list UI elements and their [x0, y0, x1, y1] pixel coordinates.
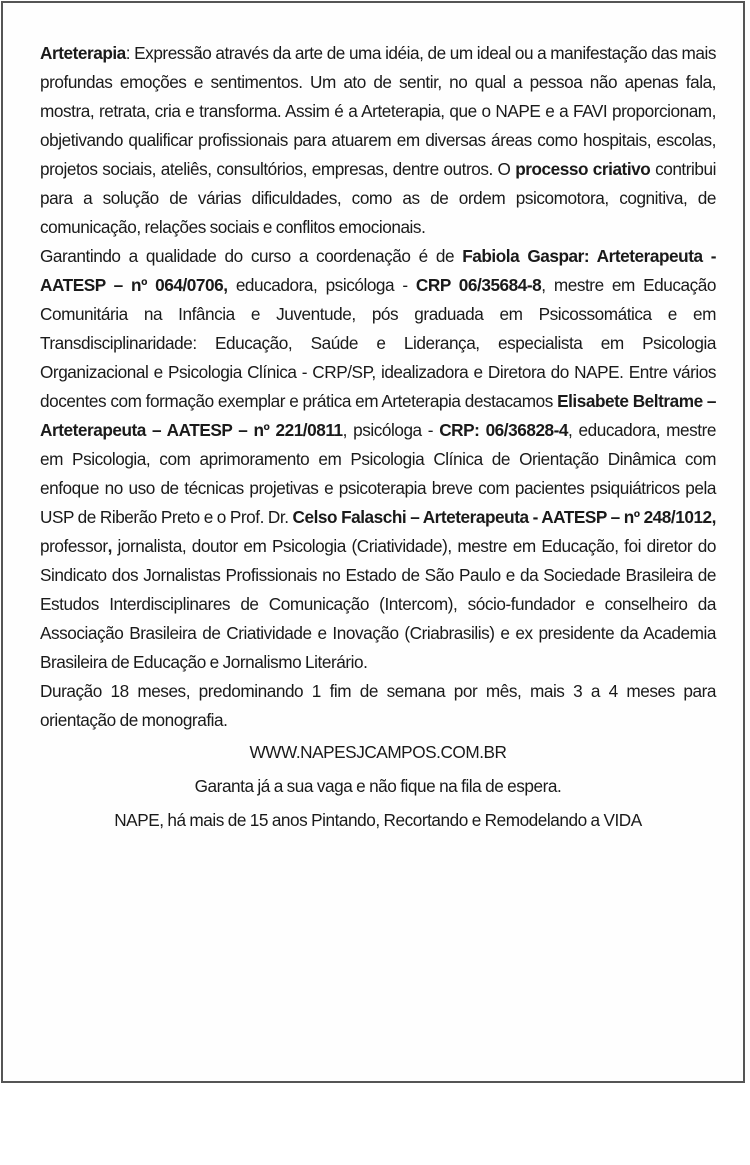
text-segment: , mestre em Educação Comunitária na Infância e Juventude, pós graduada em Psicossomática e em Transdisciplinaridade: Educação, Saúde e Liderança, especialista em Psicologia Organizacional e Psicologia Clínica - CRP/SP, idealizadora e Diretora do NAPE. Entre vários docentes com formação exemplar e prática em Arteterapia destacamos — [40, 275, 716, 411]
bold-text-segment: Arteterapia — [40, 43, 126, 63]
bold-text-segment: , — [107, 536, 112, 556]
paragraph-faculty — [40, 242, 716, 677]
text-segment: Garantindo a qualidade do curso a coordenação é de — [40, 246, 463, 266]
bold-text-segment: processo criativo — [515, 159, 651, 179]
text-segment: Duração 18 meses, predominando 1 fim de semana por mês, mais 3 a 4 meses para orientação de monografia. — [40, 681, 716, 730]
bold-text-segment: CRP: 06/36828-4 — [439, 420, 569, 440]
paragraph-duration — [40, 677, 716, 735]
text-segment: : Expressão através da arte de uma idéia, de um ideal ou a manifestação das mais profundas emoções e sentimentos. Um ato de sentir, no qual a pessoa não apenas fala, mostra, retrata, cria e transforma. Assim é a Arteterapia, que o NAPE e a FAVI proporcionam, objetivando qualificar profissionais para atuarem em diversas áreas como hospitais, escolas, projetos sociais, ateliês, consultórios, empresas, dentre outros. O — [40, 43, 716, 179]
bold-text-segment: Fabiola Gaspar: Arteterapeuta - AATESP – nº 064/0706, — [40, 246, 716, 295]
document-frame — [1, 1, 745, 1083]
bold-text-segment: CRP 06/35684-8 — [415, 275, 542, 295]
text-segment: educadora, psicóloga - — [227, 275, 416, 295]
text-segment: professor — [40, 536, 108, 556]
slogan: NAPE, há mais de 15 anos Pintando, Recortando e Remodelando a VIDA — [114, 810, 642, 830]
bold-text-segment: Elisabete Beltrame – Arteterapeuta – AATESP – nº 221/0811 — [40, 391, 716, 440]
bold-text-segment: Celso Falaschi – Arteterapeuta - AATESP – nº 248/1012, — [292, 507, 716, 527]
text-segment: contribui para a solução de várias dificuldades, como as de ordem psicomotora, cognitiva, de comunicação, relações sociais e conflitos emocionais. — [40, 159, 716, 237]
website-url: WWW.NAPESJCAMPOS.COM.BR — [249, 742, 507, 762]
call-to-action: Garanta já a sua vaga e não fique na fila de espera. — [194, 776, 562, 796]
text-segment: , psicóloga - — [342, 420, 440, 440]
paragraph-intro — [40, 39, 716, 242]
text-segment: jornalista, doutor em Psicologia (Criatividade), mestre em Educação, foi diretor do Sindicato dos Jornalistas Profissionais no Estado de São Paulo e da Sociedade Brasileira de Estudos Interdisciplinares de Comunicação (Intercom), sócio-fundador e conselheiro da Associação Brasileira de Criatividade e Inovação (Criabrasilis) e ex presidente da Academia Brasileira de Educação e Jornalismo Literário. — [40, 536, 716, 672]
text-segment: , educadora, mestre em Psicologia, com aprimoramento em Psicologia Clínica de Orientação Dinâmica com enfoque no uso de técnicas projetivas e psicoterapia breve com pacientes psiquiátricos pela USP de Riberão Preto e o Prof. Dr. — [40, 420, 716, 527]
document-body — [40, 39, 716, 835]
